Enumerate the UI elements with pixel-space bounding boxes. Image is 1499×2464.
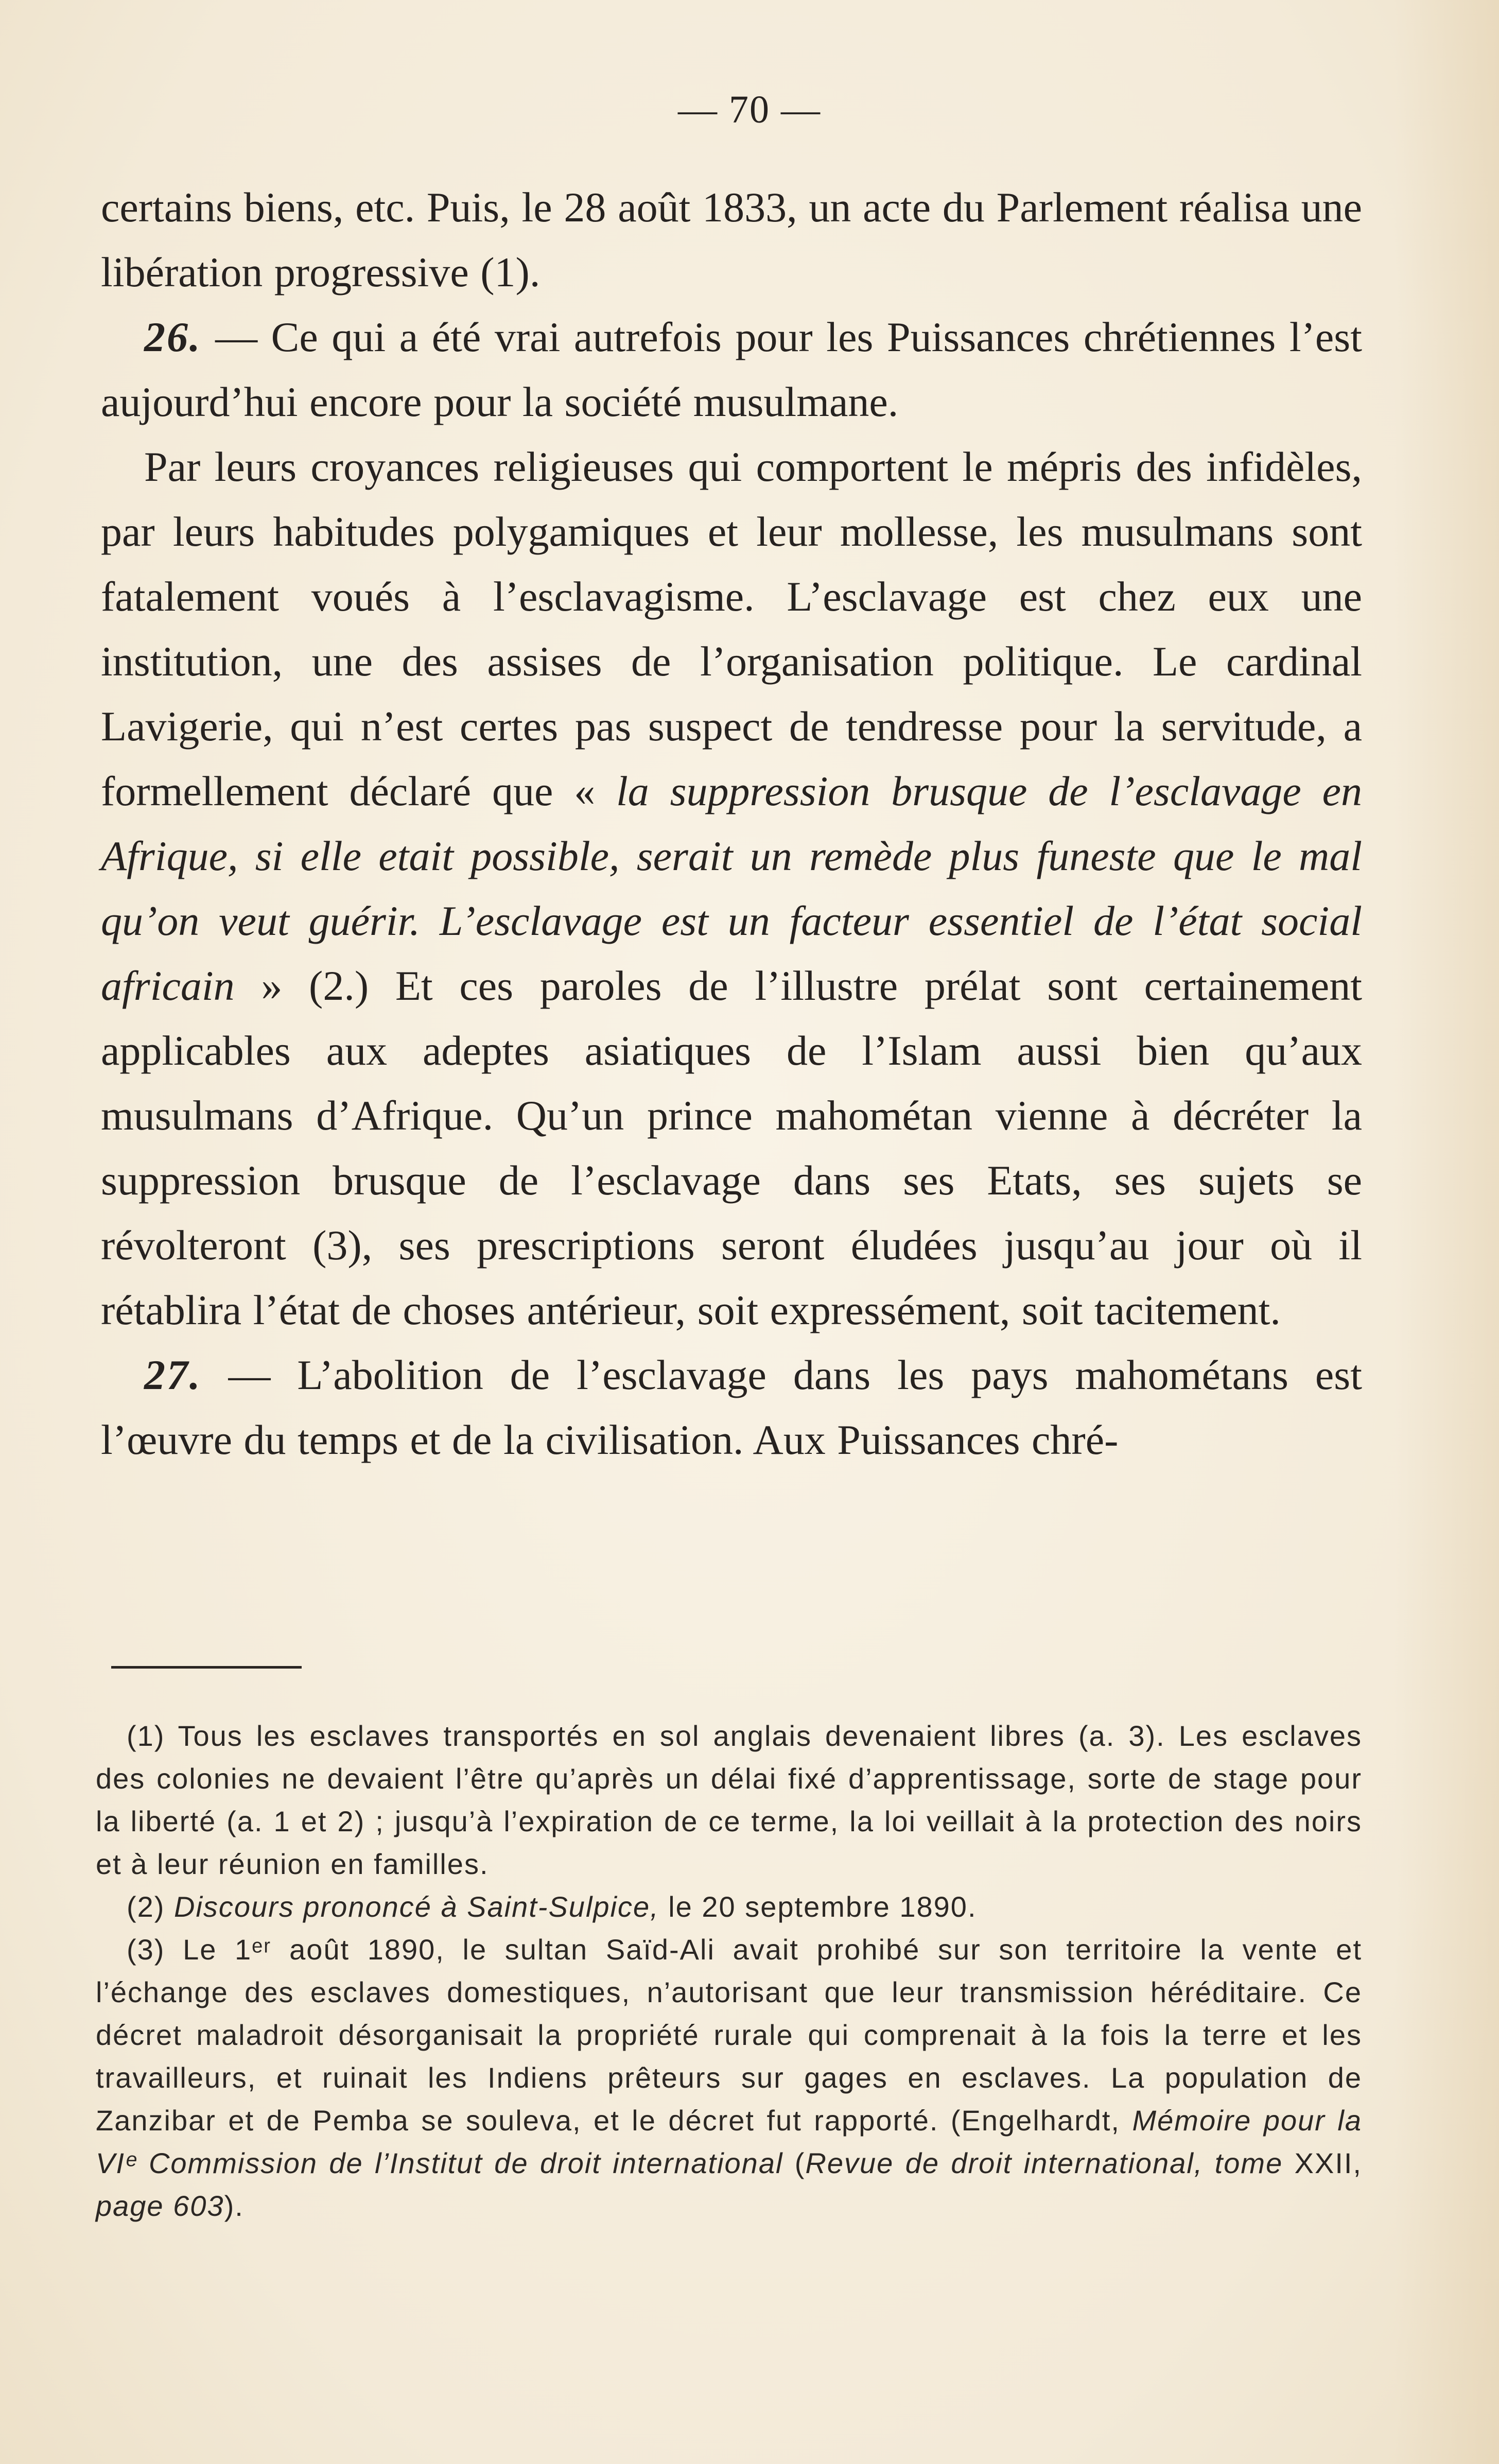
footnote-citation-page: page 603	[96, 2190, 224, 2222]
paragraph-text: » (2.) Et ces paroles de l’illustre prélat sont certainement applicables aux adeptes asiatiques de l’Islam aussi bien qu’aux musulmans d’Afrique. Qu’un prince mahométan vienne à décréter la suppression brusque de l’esclavage dans ses Etats, ses sujets se révolteront (3), ses prescriptions seront éludées jusqu’au jour où il rétablira l’état de choses antérieur, soit expressément, soit tacitement.	[101, 962, 1362, 1333]
paragraph-text: — Ce qui a été vrai autrefois pour les Puissances chrétiennes l’est aujourd’hui encore pour la société musulmane.	[101, 314, 1362, 425]
footnote-marker: (2)	[127, 1890, 174, 1923]
paragraph-text: — L’abolition de l’esclavage dans les pays mahométans est l’œuvre du temps et de la civilisation. Aux Puissances chré-	[101, 1351, 1362, 1463]
paragraph-text: Par leurs croyances religieuses qui comportent le mépris des infidèles, par leurs habitudes polygamiques et leur mollesse, les musulmans sont fatalement voués à l’esclavagisme. L’esclavage est chez eux une institution, une des assises de l’organisation politique. Le cardinal Lavigerie, qui n’est certes pas suspect de tendresse pour la servitude, a formellement déclaré que «	[101, 443, 1362, 814]
footnotes	[96, 1714, 1362, 2227]
section-number: 26.	[144, 314, 202, 360]
footnote-text: (	[783, 2147, 806, 2179]
footnote-text: (3) Le 1ᵉʳ août 1890, le sultan Saïd-Ali avait prohibé sur son territoire la vente et l’échange des esclaves domestiques, n’autorisant que leur transmission héréditaire. Ce décret maladroit désorganisait la propriété rurale qui comprenait à la fois la terre et les travailleurs, et ruinait les Indiens prêteurs sur gages en esclaves. La population de Zanzibar et de Pemba se souleva, et le décret fut rapporté. (Engelhardt,	[96, 1933, 1362, 2137]
footnote-3	[96, 1928, 1362, 2227]
paragraph-text: certains biens, etc. Puis, le 28 août 1833, un acte du Parlement réalisa une libération progressive (1).	[101, 184, 1362, 296]
paragraph-26	[101, 305, 1362, 435]
lavigerie-quote: la suppression brusque de l’esclavage en Afrique, si elle etait possible, serait un remède plus funeste que le mal qu’on veut guérir. L’esclavage est un facteur essentiel de l’état social africain	[101, 768, 1362, 1009]
footnote-citation-title: Discours prononcé à Saint-Sulpice,	[174, 1890, 659, 1923]
footnote-text: le 20 septembre 1890.	[659, 1890, 977, 1923]
body-text	[101, 175, 1362, 1472]
paragraph-lavigerie	[101, 435, 1362, 1343]
footnote-citation-title: Mémoire pour la VIᵉ Commission de l’Institut de droit international	[96, 2104, 1362, 2179]
paragraph-continuation	[101, 175, 1362, 305]
footnote-1	[96, 1714, 1362, 1885]
footnote-separator	[111, 1666, 302, 1669]
footnote-text: (1) Tous les esclaves transportés en sol anglais devenaient libres (a. 3). Les esclaves des colonies ne devaient l’être qu’après un délai fixé d’apprentissage, sorte de stage pour la liberté (a. 1 et 2) ; jusqu’à l’expiration de ce terme, la loi veillait à la protection des noirs et à leur réunion en familles.	[96, 1720, 1362, 1880]
footnote-text: XXII,	[1283, 2147, 1362, 2179]
section-number: 27.	[144, 1351, 202, 1398]
footnote-citation-journal: Revue de droit international, tome	[805, 2147, 1283, 2179]
footnote-2	[96, 1885, 1362, 1928]
paragraph-27	[101, 1343, 1362, 1472]
footnote-text: ).	[224, 2190, 244, 2222]
page-number: — 70 —	[678, 88, 821, 131]
